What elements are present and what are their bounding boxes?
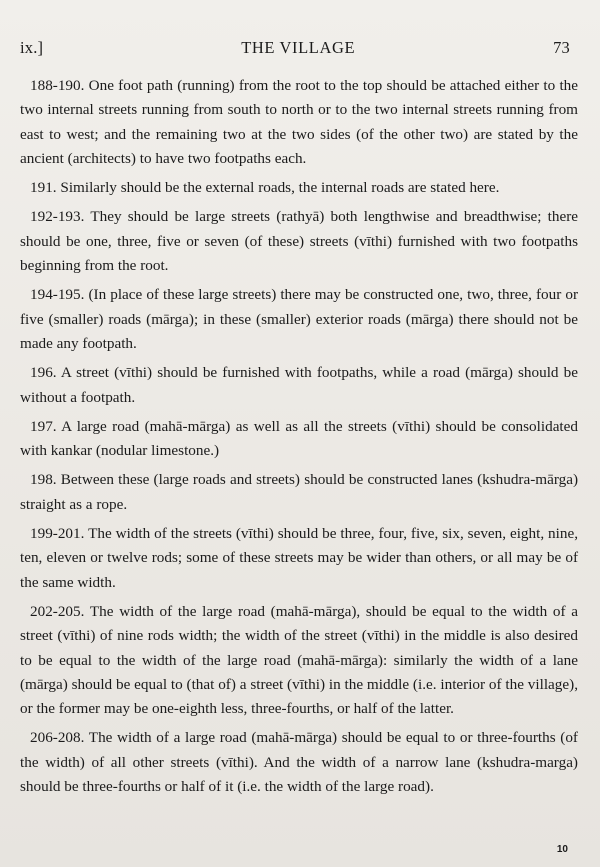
paragraph [20,522,578,595]
paragraph [20,600,578,721]
paragraph [20,283,578,356]
paragraph-text: (In place of these large streets) there may be constructed one, two, three, four or five (smaller) roads (mārga); in these (smaller) exterior roads (mārga) there should not be made any footpath. [20,286,578,352]
verse-number: 194-195. [30,286,85,304]
verse-number: 199-201. [30,525,85,543]
paragraph-text: Similarly should be the external roads, the internal roads are stated here. [60,179,500,197]
paragraph-text: A large road (mahā-mārga) as well as all the streets (vīthi) should be consolidated with kankar (nodular limestone.) [20,417,578,460]
paragraph [20,361,578,410]
paragraph [20,176,578,200]
paragraph-text: The width of the streets (vīthi) should be three, four, five, six, seven, eight, nine, ten, eleven or twelve rods; some of these streets may be wider than others, or all may be of the same width. [20,525,578,591]
paragraph-text: They should be large streets (rathyā) both lengthwise and breadthwise; there should be one, three, five or seven (of these) streets (vīthi) furnished with two footpaths beginning from the root. [20,208,578,275]
verse-number: 202-205. [30,602,85,620]
verse-number: 206-208. [30,729,85,747]
verse-number: 196. [30,364,57,382]
page-body [20,74,578,799]
paragraph-text: A street (vīthi) should be furnished with footpaths, while a road (mārga) should be without a footpath. [20,364,578,406]
paragraph-text: One foot path (running) from the root to the top should be attached either to the two internal streets running from south to north or to the two internal streets running from east to west; and the remaining two at the two sides (of the other two) are stated by the ancient (architects) to have two footpaths each. [20,77,579,167]
paragraph-text: The width of a large road (mahā-mārga) should be equal to or three-fourths (of the width) of all other streets (vīthi). And the width of a narrow lane (kshudra-marga) should be three-fourths or half of it (i.e. the width of the large road). [20,729,578,796]
paragraph-text: Between these (large roads and streets) should be constructed lanes (kshudra-mārga) straight as a rope. [20,471,579,513]
paragraph-text: The width of the large road (mahā-mārga), should be equal to the width of a street (vīthi) of nine rods width; the width of the street (vīthi) in the middle is also desired to be equal to the width of the large road (mahā-mārga): similarly the width of a lane (mārga) should be equal to (that of) a street (vīthi) in the middle (i.e. interior of the village), or the former may be one-eighth less, three-fourths, or half of the latter. [20,602,578,718]
verse-number: 198. [30,471,57,489]
verse-number: 197. [30,417,57,435]
running-header [20,38,578,58]
paragraph [20,415,578,464]
footer-mark: 10 [556,844,568,855]
section-marker: ix.] [20,38,44,57]
paragraph [20,74,578,171]
verse-number: 188-190. [30,77,85,94]
page-title: THE VILLAGE [241,38,356,57]
verse-number: 192-193. [30,208,85,226]
paragraph [20,468,578,517]
page-number: 73 [553,38,570,57]
paragraph [20,205,578,278]
paragraph [20,726,578,799]
verse-number: 191. [30,179,57,197]
